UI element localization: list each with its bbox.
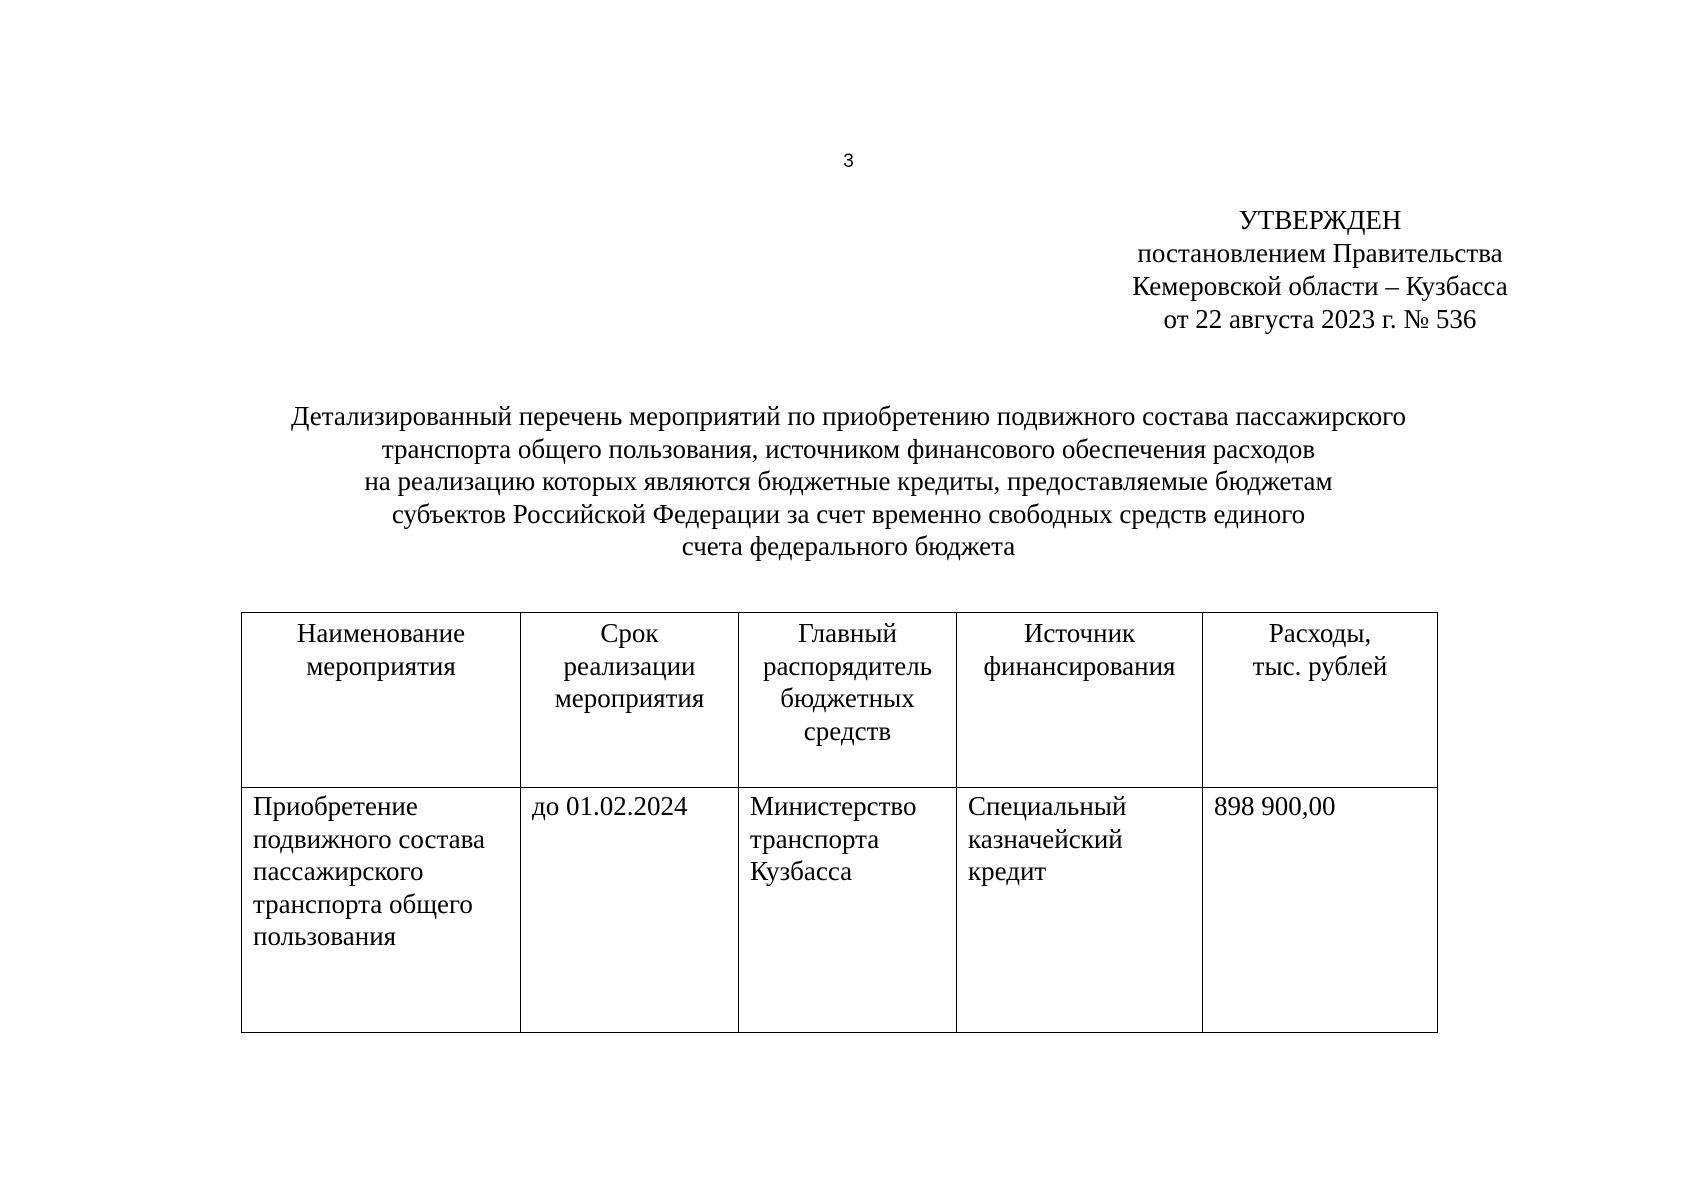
title-line: Детализированный перечень мероприятий по приобретению подвижного состава пассажирского: [290, 401, 1406, 431]
header-line: Главный: [798, 618, 897, 648]
measures-table: [241, 612, 1438, 1033]
header-line: реализации: [563, 650, 696, 681]
table-row: [242, 788, 1438, 1033]
header-line: бюджетных: [780, 683, 915, 713]
header-line: мероприятия: [554, 683, 705, 713]
cell-line: Министерство: [750, 791, 917, 821]
header-line: финансирования: [983, 650, 1176, 681]
approval-line: УТВЕРЖДЕН: [1238, 205, 1402, 235]
approval-line: Кемеровской области – Кузбасса: [1132, 271, 1508, 301]
header-line: Расходы,: [1268, 618, 1372, 648]
cell-deadline: [521, 788, 739, 1033]
header-expenses: [1203, 613, 1438, 788]
cell-line: пассажирского: [253, 856, 424, 886]
header-measure-name: [242, 613, 521, 788]
header-line: распорядитель: [762, 650, 933, 681]
document-title: [150, 400, 1547, 563]
cell-line: пользования: [253, 921, 397, 951]
header-line: тыс. рублей: [1252, 650, 1388, 681]
header-funding-source: [957, 613, 1203, 788]
cell-line: 898 900,00: [1214, 791, 1336, 821]
header-line: мероприятия: [306, 650, 456, 681]
cell-line: кредит: [968, 856, 1047, 886]
title-line: субъектов Российской Федерации за счет временно свободных средств единого: [391, 498, 1306, 529]
header-line: Источник: [1023, 618, 1136, 648]
approval-line: постановлением Правительства: [1137, 238, 1503, 268]
approval-line: от 22 августа 2023 г. № 536: [1163, 304, 1477, 334]
header-line: Срок: [600, 618, 659, 648]
cell-chief-administrator: [739, 788, 957, 1033]
title-line: счета федерального бюджета: [681, 531, 1016, 561]
cell-line: Приобретение: [253, 791, 418, 821]
title-line: транспорта общего пользования, источником финансового обеспечения расходов: [381, 433, 1316, 464]
cell-line: казначейский: [968, 823, 1123, 854]
cell-expenses: [1203, 788, 1438, 1033]
cell-funding-source: [957, 788, 1203, 1033]
header-chief-administrator: [739, 613, 957, 788]
cell-line: транспорта общего: [253, 888, 473, 919]
cell-line: Специальный: [968, 791, 1127, 821]
page-number: 3: [843, 151, 854, 172]
title-line: на реализацию которых являются бюджетные кредиты, предоставляемые бюджетам: [364, 466, 1333, 496]
cell-line: Кузбасса: [750, 856, 853, 886]
header-line: средств: [803, 715, 892, 746]
header-deadline: [521, 613, 739, 788]
cell-line: подвижного состава: [253, 823, 485, 854]
cell-line: транспорта: [750, 823, 880, 854]
table-header-row: [242, 613, 1438, 788]
header-line: Наименование: [296, 618, 466, 648]
approval-stamp: [1090, 204, 1550, 336]
cell-line: до 01.02.2024: [532, 791, 688, 821]
cell-measure-name: [242, 788, 521, 1033]
